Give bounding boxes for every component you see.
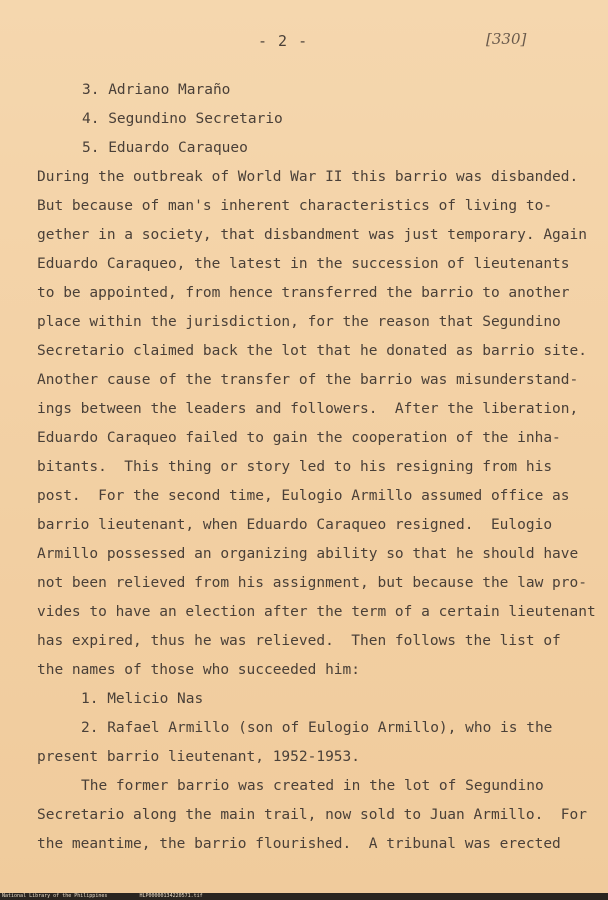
text-line: During the outbreak of World War II this barrio was disbanded. (37, 169, 579, 185)
text-line: not been relieved from his assignment, but because the law pro- (37, 575, 587, 591)
text-line: ings between the leaders and followers. After the liberation, (37, 401, 579, 417)
list-item: 3. Adriano Maraño (82, 82, 231, 98)
text-line: the meantime, the barrio flourished. A tribunal was erected (37, 836, 561, 852)
text-line: has expired, thus he was relieved. Then follows the list of (37, 633, 561, 649)
text-line: place within the jurisdiction, for the reason that Segundino (37, 314, 561, 330)
text-line: gether in a society, that disbandment was just temporary. Again (37, 227, 587, 243)
successor-item: 2. Rafael Armillo (son of Eulogio Armillo), who is the (81, 720, 553, 736)
text-line: Eduardo Caraqueo failed to gain the cooperation of the inha- (37, 430, 561, 446)
text-line: Secretario claimed back the lot that he donated as barrio site. (37, 343, 587, 359)
text-line: the names of those who succeeded him: (37, 662, 361, 678)
text-line: Secretario along the main trail, now sold to Juan Armillo. For (37, 807, 587, 823)
text-line: vides to have an election after the term of a certain lieutenant (37, 604, 596, 620)
footer-file-id: HLP00000134220571.tif (139, 893, 203, 899)
text-line: Armillo possessed an organizing ability so that he should have (37, 546, 579, 562)
page-number: - 2 - (258, 32, 309, 50)
text-line: post. For the second time, Eulogio Armillo assumed office as (37, 488, 570, 504)
list-item: 5. Eduardo Caraqueo (82, 140, 248, 156)
text-line: to be appointed, from hence transferred the barrio to another (37, 285, 570, 301)
handwritten-page-annotation: [330] (486, 30, 527, 48)
body-text (37, 163, 597, 859)
successor-item: 1. Melicio Nas (81, 691, 204, 707)
text-line: The former barrio was created in the lot of Segundino (81, 778, 544, 794)
text-line: barrio lieutenant, when Eduardo Caraqueo resigned. Eulogio (37, 517, 553, 533)
text-line: Eduardo Caraqueo, the latest in the succession of lieutenants (37, 256, 570, 272)
text-line: But because of man's inherent characteristics of living to- (37, 198, 553, 214)
text-line: Another cause of the transfer of the barrio was misunderstand- (37, 372, 579, 388)
lieutenant-list (82, 76, 283, 163)
text-line: bitants. This thing or story led to his resigning from his (37, 459, 553, 475)
list-item: 4. Segundino Secretario (82, 111, 283, 127)
text-line: present barrio lieutenant, 1952-1953. (37, 749, 361, 765)
scan-footer (0, 893, 608, 900)
footer-library: National Library of the Philippines (2, 893, 108, 899)
